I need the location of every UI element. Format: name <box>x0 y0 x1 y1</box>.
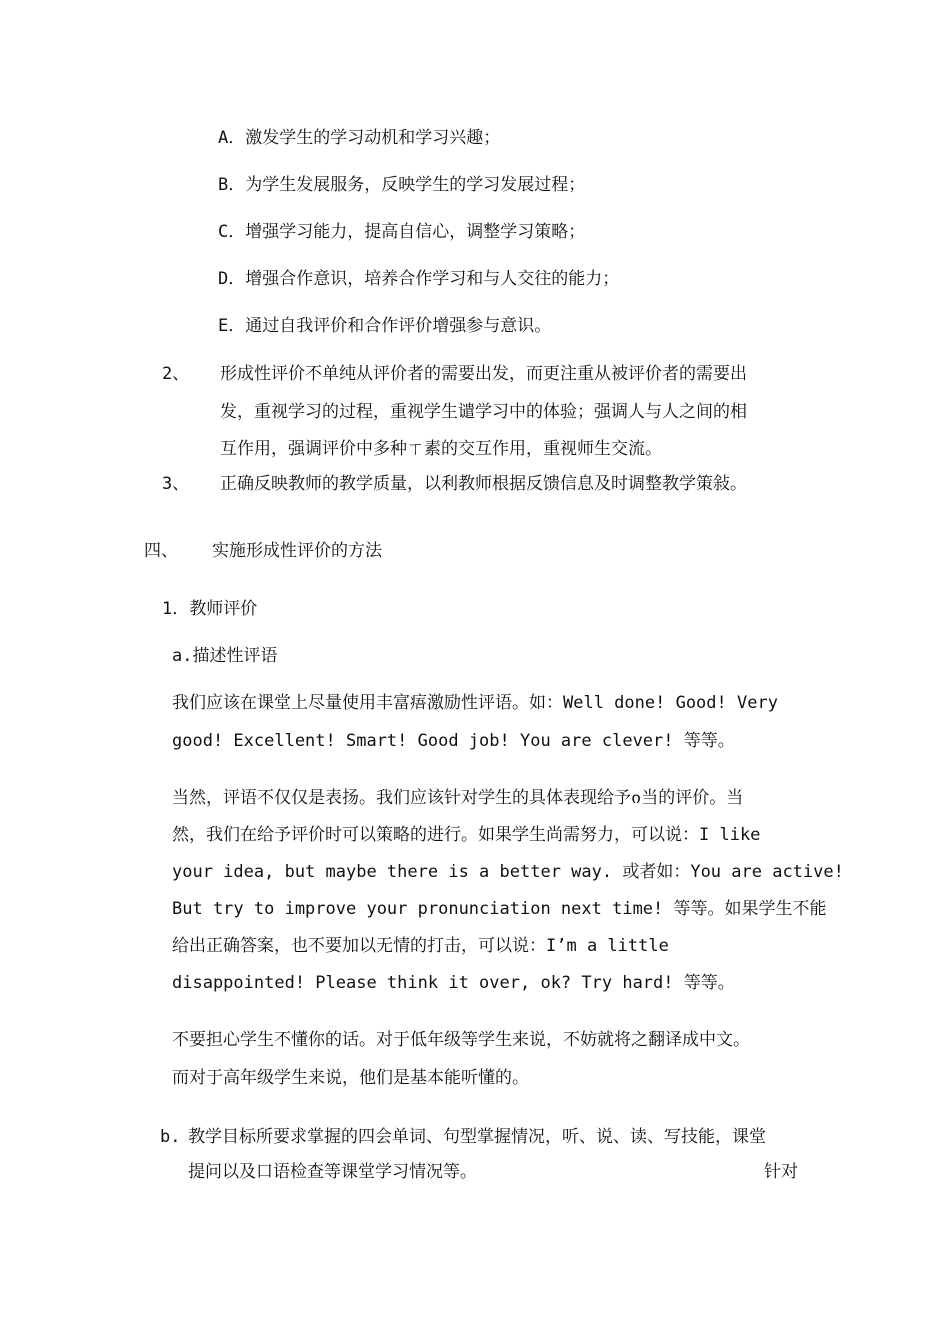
point-2-line-3: 互作用，强调评价中多种ㄒ素的交互作用，重视师生交流。 <box>220 439 662 459</box>
section-4-number: 四、 <box>144 541 178 561</box>
para-2-line-5: 给出正确答案，也不要加以无情的打击，可以说：I’m a little <box>172 936 669 956</box>
aim-item-c: C．增强学习能力，提高自信心，调整学习策略； <box>218 222 586 242</box>
point-3-text: 正确反映教师的教学质量，以利教师根据反馈信息及时调整教学策敍。 <box>220 474 747 494</box>
para-2-line-6: disappointed! Please think it over, ok? Try hard! 等等。 <box>172 973 735 993</box>
para-1-line-2: good! Excellent! Smart! Good job! You are clever! 等等。 <box>172 731 735 751</box>
aim-item-b: B．为学生发展服务，反映学生的学习发展过程； <box>218 175 586 195</box>
point-2-line-2: 发，重视学习的过程，重视学生谴学习中的体验；强调人与人之间的相 <box>220 402 747 422</box>
para-3-line-1: 不要担心学生不懂你的话。对于低年级等学生来说，不妨就将之翻译成中文。 <box>172 1030 750 1050</box>
sub-b-line-2: 提问以及口语检查等课堂学习情况等。 <box>188 1162 477 1182</box>
para-2-line-1: 当然，评语不仅仅是表扬。我们应该针对学生的具体表现给予ი当的评价。当 <box>172 788 744 808</box>
point-3-number: 3、 <box>162 474 190 494</box>
para-2-line-2: 然，我们在给予评价时可以策略的进行。如果学生尚需努力，可以说：I like <box>172 825 761 845</box>
teacher-evaluation-heading: 1．教师评价 <box>162 599 258 619</box>
aim-item-a: A．激发学生的学习动机和学习兴趣； <box>218 128 501 148</box>
sub-b-marker: b. <box>160 1127 181 1147</box>
para-2-line-3: your idea, but maybe there is a better way. 或者如：You are active! <box>172 862 844 882</box>
sub-b-trailing: 针对 <box>764 1162 798 1182</box>
section-4-title: 实施形成性评价的方法 <box>212 541 382 561</box>
point-2-line-1: 形成性评价不单纯从评价者的需要出发，而更注重从被评价者的需要出 <box>220 364 747 384</box>
para-1-line-1: 我们应该在课堂上尽量使用丰富痦激励性评语。如：Well done! Good! Very <box>172 693 778 713</box>
aim-item-e: E．通过自我评价和合作评价增强参与意识。 <box>218 316 552 336</box>
sub-b-line-1: 教学目标所要求掌握的四会单词、句型掌握情况，听、说、读、写技能，课堂 <box>188 1127 766 1147</box>
para-2-line-4: But try to improve your pronunciation next time! 等等。如果学生不能 <box>172 899 827 919</box>
point-2-number: 2、 <box>162 364 190 384</box>
para-3-line-2: 而对于高年级学生来说，他们是基本能听懂的。 <box>172 1068 529 1088</box>
aim-item-d: D．增强合作意识，培养合作学习和与人交往的能力； <box>218 269 620 289</box>
descriptive-comments-heading: a.描述性评语 <box>172 646 278 666</box>
